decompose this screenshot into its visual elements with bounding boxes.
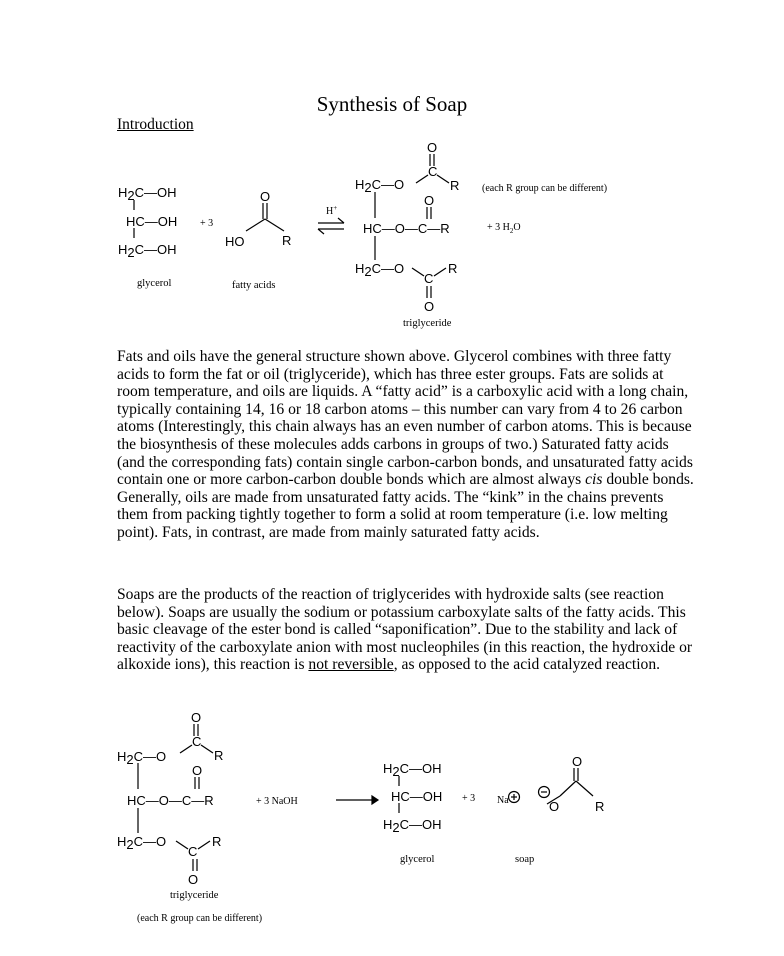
- soap-label: soap: [515, 854, 535, 865]
- svg-text:HO: HO: [225, 234, 245, 249]
- paragraph-fats-oils: Fats and oils have the general structure shown above. Glycerol combines with three fatty acids to form the fat or oil (triglyceride), which has three ester groups. Fats are solids at room temperature, and oils are liquids. A “fatty acid” is a carboxylic acid with a long chain, typically containing 14, 16 or 18 carbon atoms – this number can vary from 4 to 26 carbon atoms (Interestingly, this chain always has an even number of carbon atoms. This is because the biosynthesis of these molecules adds carbons in groups of two.) Saturated fatty acids (and the corresponding fats) contain single carbon-carbon bonds, and unsaturated fatty acids contain one or more carbon-carbon double bonds which are almost always cis double bonds. Generally, oils are made from unsaturated fatty acids. The “kink” in the chains prevents them from packing tightly together to form a solid at room temperature (i.e. low melting point). Fats, in contrast, are made from mainly saturated fatty acids.: [117, 348, 694, 541]
- glycerol-product-label: glycerol: [400, 854, 435, 865]
- reaction-1-diagram: [0, 130, 784, 340]
- svg-text:O: O: [191, 710, 202, 725]
- svg-text:R: R: [282, 233, 292, 248]
- svg-text:O: O: [424, 299, 435, 314]
- water-product: + 3 $H_2O$: [487, 222, 521, 235]
- r-group-note: (each R group can be different): [482, 183, 608, 194]
- glycerol-structure: [118, 185, 177, 289]
- svg-text:O: O: [549, 799, 560, 814]
- r-group-note-2: (each R group can be different): [137, 913, 263, 924]
- svg-text:Na: Na: [497, 795, 509, 806]
- svg-text:H2C—OH: H2C—OH: [118, 242, 177, 260]
- svg-text:H2C—O: H2C—O: [117, 834, 167, 852]
- svg-text:C: C: [424, 271, 434, 286]
- svg-text:C: C: [188, 844, 198, 859]
- svg-text:C: C: [192, 734, 202, 749]
- paragraph-saponification: Soaps are the products of the reaction of triglycerides with hydroxide salts (see reaction below). Soaps are usually the sodium or potassium carboxylate salts of the fatty acids. This basic cleavage of the ester bond is called “saponification”. Due to the stability and lack of reactivity of the carboxylate anion with most nucleophiles (in this reaction, the hydroxide or alkoxide ions), this reaction is not reversible, as opposed to the acid catalyzed reaction.: [117, 586, 693, 674]
- fatty-acid-coefficient: + 3: [200, 218, 214, 229]
- svg-text:H2C—O: H2C—O: [355, 261, 405, 279]
- soap-coefficient: + 3: [462, 793, 476, 804]
- triglyceride-structure: [355, 140, 459, 329]
- triglyceride-reactant: [117, 710, 262, 924]
- svg-text:H2C—O: H2C—O: [117, 749, 167, 767]
- svg-text:HC—O—C—R: HC—O—C—R: [127, 793, 214, 808]
- fatty-acids-label: fatty acids: [232, 280, 276, 291]
- svg-text:R: R: [450, 178, 460, 193]
- svg-text:HC—O—C—R: HC—O—C—R: [363, 221, 450, 236]
- svg-text:HC—OH: HC—OH: [126, 214, 178, 229]
- triglyceride-reactant-label: triglyceride: [170, 890, 219, 901]
- svg-text:H2C—O: H2C—O: [355, 177, 405, 195]
- svg-text:H2C—OH: H2C—OH: [383, 817, 442, 835]
- glycerol-product: [383, 761, 442, 865]
- acid-catalyst: H+: [326, 204, 338, 217]
- glycerol-label: glycerol: [137, 278, 172, 289]
- reaction-2-diagram: [0, 700, 784, 940]
- fatty-acid-structure: [225, 189, 291, 291]
- svg-text:C: C: [428, 164, 438, 179]
- svg-text:R: R: [448, 261, 458, 276]
- section-heading: Introduction: [117, 116, 194, 133]
- svg-text:O: O: [427, 140, 438, 155]
- svg-text:O: O: [192, 763, 203, 778]
- svg-text:H2C—OH: H2C—OH: [118, 185, 177, 203]
- naoh-reagent: + 3 NaOH: [256, 796, 298, 807]
- svg-text:H2C—OH: H2C—OH: [383, 761, 442, 779]
- triglyceride-label: triglyceride: [403, 318, 452, 329]
- svg-text:HC—OH: HC—OH: [391, 789, 443, 804]
- svg-text:O: O: [260, 189, 271, 204]
- svg-text:R: R: [214, 748, 224, 763]
- page-title: Synthesis of Soap: [316, 92, 468, 116]
- svg-text:R: R: [212, 834, 222, 849]
- svg-text:O: O: [572, 754, 583, 769]
- soap-structure: [497, 754, 604, 865]
- svg-text:O: O: [424, 193, 435, 208]
- svg-text:O: O: [188, 872, 199, 887]
- svg-text:R: R: [595, 799, 605, 814]
